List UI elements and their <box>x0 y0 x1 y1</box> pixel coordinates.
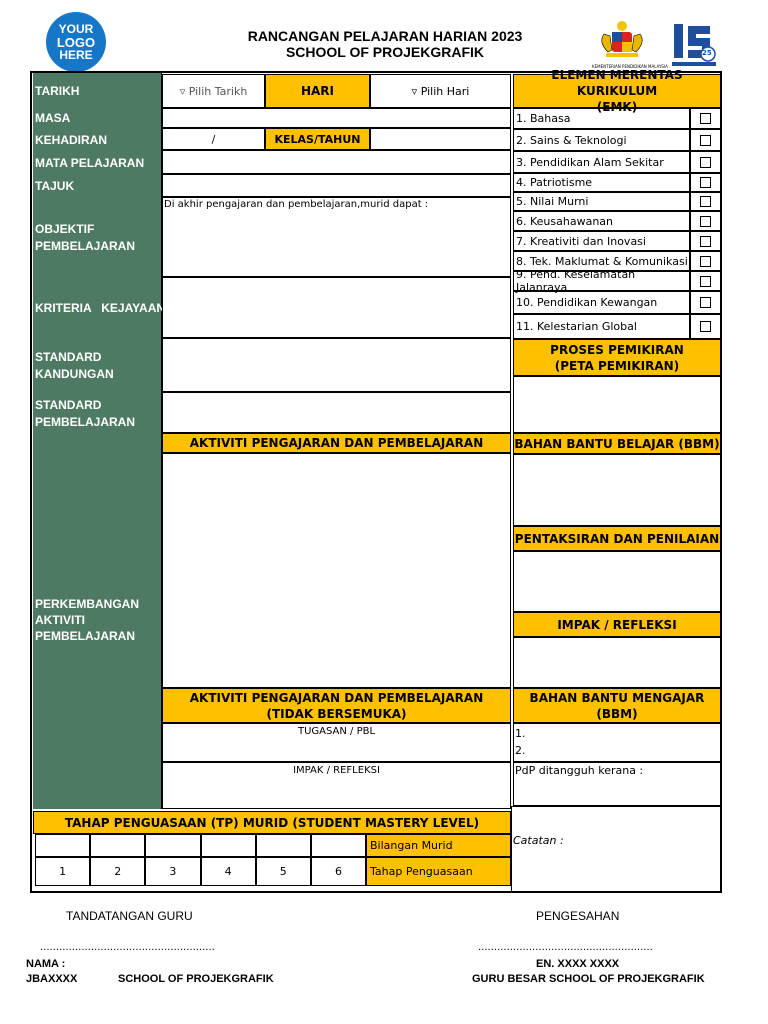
proses-pemikiran-header <box>513 339 721 376</box>
label-objektif-line2: PEMBELAJARAN <box>35 239 136 253</box>
tugasan-label: TUGASAN / PBL <box>297 726 376 737</box>
guru-besar-title: GURU BESAR SCHOOL OF PROJEKGRAFIK <box>472 973 705 985</box>
hari-label <box>265 74 370 108</box>
emk-item <box>513 231 690 251</box>
label-sk-line1: STANDARD <box>35 350 102 364</box>
emk-checkbox[interactable] <box>690 192 721 211</box>
emk-item-label: 5. Nilai Murni <box>516 195 589 208</box>
bbm-belajar-header <box>513 433 721 454</box>
signature-line-pengesahan: ....................................................... <box>478 942 653 953</box>
emk-item-label: 9. Pend. Keselamatan Jalanraya <box>516 268 636 294</box>
kelas-tahun-label <box>265 128 370 150</box>
tp-empty-cell[interactable] <box>311 834 366 857</box>
pdp-ditangguh-label: PdP ditangguh kerana : <box>515 764 644 777</box>
label-objektif-line1: OBJEKTIF <box>35 222 95 236</box>
nama-label: NAMA : <box>26 958 66 970</box>
label-objektif <box>35 221 135 255</box>
logo-placeholder <box>46 12 106 72</box>
bbm-mengajar-item-2: 2. <box>515 744 526 757</box>
aktiviti-header-text: AKTIVITI PENGAJARAN DAN PEMBELAJARAN <box>189 436 484 450</box>
emk-item-label: 3. Pendidikan Alam Sekitar <box>516 155 664 169</box>
pentaksiran-header <box>513 526 721 551</box>
impak-refleksi-header <box>513 612 721 637</box>
label-standard-kandungan <box>35 349 114 383</box>
tp-level-3: 3 <box>145 857 200 886</box>
aktiviti-header <box>162 433 511 453</box>
standard-kandungan-field[interactable] <box>162 338 511 392</box>
tp-level-2: 2 <box>90 857 145 886</box>
label-mata-pelajaran: MATA PELAJARAN <box>35 156 145 170</box>
kelas-tahun-field[interactable] <box>370 128 511 150</box>
emk-checkbox[interactable] <box>690 108 721 129</box>
label-sp-line1: STANDARD <box>35 398 102 412</box>
emk-item-label: 6. Keusahawanan <box>516 214 614 228</box>
tp-empty-cell[interactable] <box>201 834 256 857</box>
checkbox-icon <box>700 157 711 168</box>
label-tarikh: TARIKH <box>35 84 80 98</box>
checkbox-icon <box>700 177 711 188</box>
aktiviti-ts-header <box>162 688 511 723</box>
bbm-belajar-text: BAHAN BANTU BELAJAR (BBM) <box>514 436 720 451</box>
tp-level-4: 4 <box>201 857 256 886</box>
checkbox-icon <box>700 135 711 146</box>
emk-header <box>513 68 721 114</box>
emk-checkbox[interactable] <box>690 251 721 271</box>
tp-empty-cell[interactable] <box>35 834 90 857</box>
kehadiran-value: / <box>211 132 216 146</box>
pdp-ditangguh-field[interactable] <box>513 762 721 806</box>
emk-item <box>513 129 690 151</box>
emk-checkbox[interactable] <box>690 211 721 231</box>
guru-id: JBAXXXX <box>26 973 78 985</box>
mata-pelajaran-field[interactable] <box>162 150 511 174</box>
label-pap-line1: PERKEMBANGAN <box>35 597 140 611</box>
emk-checkbox[interactable] <box>690 173 721 192</box>
tp-empty-cell[interactable] <box>90 834 145 857</box>
page-title <box>180 28 590 60</box>
objektif-field[interactable] <box>162 197 511 277</box>
emk-item-label: 10. Pendidikan Kewangan <box>516 296 658 309</box>
emk-list <box>513 108 721 339</box>
tp-number-row <box>35 857 366 886</box>
impak-refleksi-left-label: IMPAK / REFLEKSI <box>293 765 380 776</box>
logo-text-3: HERE <box>59 47 93 62</box>
label-sk-line2: KANDUNGAN <box>35 367 114 381</box>
bilangan-murid-label: Bilangan Murid <box>370 839 453 852</box>
emk-item-label: 2. Sains & Teknologi <box>516 133 627 147</box>
label-pap-line2: AKTIVITI <box>35 613 85 627</box>
ministry-emblem <box>592 20 668 70</box>
label-perkembangan <box>35 596 139 644</box>
tp-empty-row <box>35 834 366 857</box>
emk-item-label: 8. Tek. Maklumat & Komunikasi <box>516 254 688 268</box>
signature-line-guru: ....................................................... <box>40 942 215 953</box>
emk-item <box>513 314 690 339</box>
proses-header-line2: (PETA PEMIKIRAN) <box>554 358 680 373</box>
emk-item-label: 11. Kelestarian Global <box>516 320 637 333</box>
emk-item <box>513 151 690 173</box>
bilangan-murid-cell <box>366 834 511 857</box>
tp-level-table <box>35 834 366 886</box>
checkbox-icon <box>700 276 711 287</box>
label-standard-pembelajaran <box>35 397 135 431</box>
bbm-mengajar-text: BAHAN BANTU MENGAJAR (BBM) <box>529 690 705 721</box>
hari-label-text: HARI <box>300 84 335 98</box>
anniversary-emblem <box>668 20 720 70</box>
title-line-1: RANCANGAN PELAJARAN HARIAN 2023 <box>247 28 523 44</box>
label-pap-line3: PEMBELAJARAN <box>35 629 136 643</box>
tp-level-1: 1 <box>35 857 90 886</box>
tarikh-select[interactable] <box>162 74 265 108</box>
anniversary-number: 25 <box>702 49 712 57</box>
pentaksiran-field[interactable] <box>513 551 721 612</box>
objektif-text: Di akhir pengajaran dan pembelajaran,murid dapat : <box>164 199 429 210</box>
emk-item <box>513 211 690 231</box>
bbm-mengajar-field[interactable] <box>513 723 721 762</box>
checkbox-icon <box>700 196 711 207</box>
catatan-field[interactable] <box>511 806 721 892</box>
kriteria-field[interactable] <box>162 277 511 338</box>
impak-refleksi-field[interactable] <box>513 637 721 688</box>
tp-empty-cell[interactable] <box>256 834 311 857</box>
tajuk-field[interactable] <box>162 174 511 197</box>
label-kriteria: KRITERIA KEJAYAAN <box>35 301 166 315</box>
tandatangan-guru-label: TANDATANGAN GURU <box>66 909 193 923</box>
logo-text-2: LOGO <box>56 34 96 50</box>
checkbox-icon <box>700 321 711 332</box>
tugasan-field[interactable] <box>162 723 511 762</box>
checkbox-icon <box>700 297 711 308</box>
emk-item-label: 4. Patriotisme <box>516 176 593 189</box>
guru-besar-name: EN. XXXX XXXX <box>536 958 620 970</box>
logo-text-1: YOUR <box>58 21 94 36</box>
label-sp-line2: PEMBELAJARAN <box>35 415 136 429</box>
impak-refleksi-text: IMPAK / REFLEKSI <box>557 617 677 632</box>
aktiviti-ts-line2: (TIDAK BERSEMUKA) <box>266 706 407 721</box>
tarikh-select-text: ▿ Pilih Tarikh <box>179 84 248 98</box>
catatan-label: Catatan : <box>513 834 564 847</box>
tp-header <box>33 811 511 834</box>
bbm-mengajar-header <box>513 688 721 723</box>
proses-header-line1: PROSES PEMIKIRAN <box>550 342 684 357</box>
tahap-penguasaan-cell <box>366 857 511 886</box>
pentaksiran-text: PENTAKSIRAN DAN PENILAIAN <box>514 531 720 546</box>
emk-checkbox[interactable] <box>690 129 721 151</box>
tp-empty-cell[interactable] <box>145 834 200 857</box>
emk-header-line2: (EMK) <box>596 100 638 114</box>
aktiviti-field[interactable] <box>162 453 511 688</box>
tp-level-6: 6 <box>311 857 366 886</box>
emk-item <box>513 291 690 314</box>
emk-item <box>513 268 690 294</box>
emk-item-label: 1. Bahasa <box>516 112 571 125</box>
emk-item <box>513 173 690 192</box>
ministry-caption: KEMENTERIAN PENDIDIKAN MALAYSIA <box>592 64 668 69</box>
bbm-belajar-field[interactable] <box>513 454 721 526</box>
emk-checkbox[interactable] <box>690 151 721 173</box>
guru-school: SCHOOL OF PROJEKGRAFIK <box>118 973 274 985</box>
emk-checkbox[interactable] <box>690 291 721 314</box>
emk-checkbox[interactable] <box>690 271 721 291</box>
emk-item-label: 7. Kreativiti dan Inovasi <box>516 234 646 248</box>
hari-select-text: ▿ Pilih Hari <box>411 84 470 98</box>
checkbox-icon <box>700 236 711 247</box>
emk-checkbox[interactable] <box>690 231 721 251</box>
masa-field[interactable] <box>162 108 511 128</box>
kehadiran-field[interactable] <box>162 128 265 150</box>
anniversary-logo-icon <box>668 20 720 70</box>
impak-refleksi-left-field[interactable] <box>162 762 511 809</box>
tp-header-text: TAHAP PENGUASAAN (TP) MURID (STUDENT MASTERY LEVEL) <box>64 815 480 830</box>
hari-select[interactable] <box>370 74 511 108</box>
emk-checkbox[interactable] <box>690 314 721 339</box>
aktiviti-ts-line1: AKTIVITI PENGAJARAN DAN PEMBELAJARAN <box>189 690 484 705</box>
tp-level-5: 5 <box>256 857 311 886</box>
checkbox-icon <box>700 216 711 227</box>
coat-of-arms-icon <box>592 20 652 60</box>
proses-pemikiran-field[interactable] <box>513 376 721 433</box>
label-tajuk: TAJUK <box>35 179 75 193</box>
label-masa: MASA <box>35 111 71 125</box>
bbm-mengajar-item-1: 1. <box>515 727 526 740</box>
checkbox-icon <box>700 256 711 267</box>
title-line-2: SCHOOL OF PROJEKGRAFIK <box>285 44 485 60</box>
standard-pembelajaran-field[interactable] <box>162 392 511 433</box>
tahap-penguasaan-label: Tahap Penguasaan <box>370 865 473 878</box>
checkbox-icon <box>700 113 711 124</box>
label-kehadiran: KEHADIRAN <box>35 133 107 147</box>
pengesahan-label: PENGESAHAN <box>536 909 620 923</box>
kelas-tahun-text: KELAS/TAHUN <box>274 132 361 146</box>
emk-item <box>513 108 690 129</box>
emk-item <box>513 192 690 211</box>
emk-header-line1: ELEMEN MERENTAS KURIKULUM <box>551 68 683 98</box>
